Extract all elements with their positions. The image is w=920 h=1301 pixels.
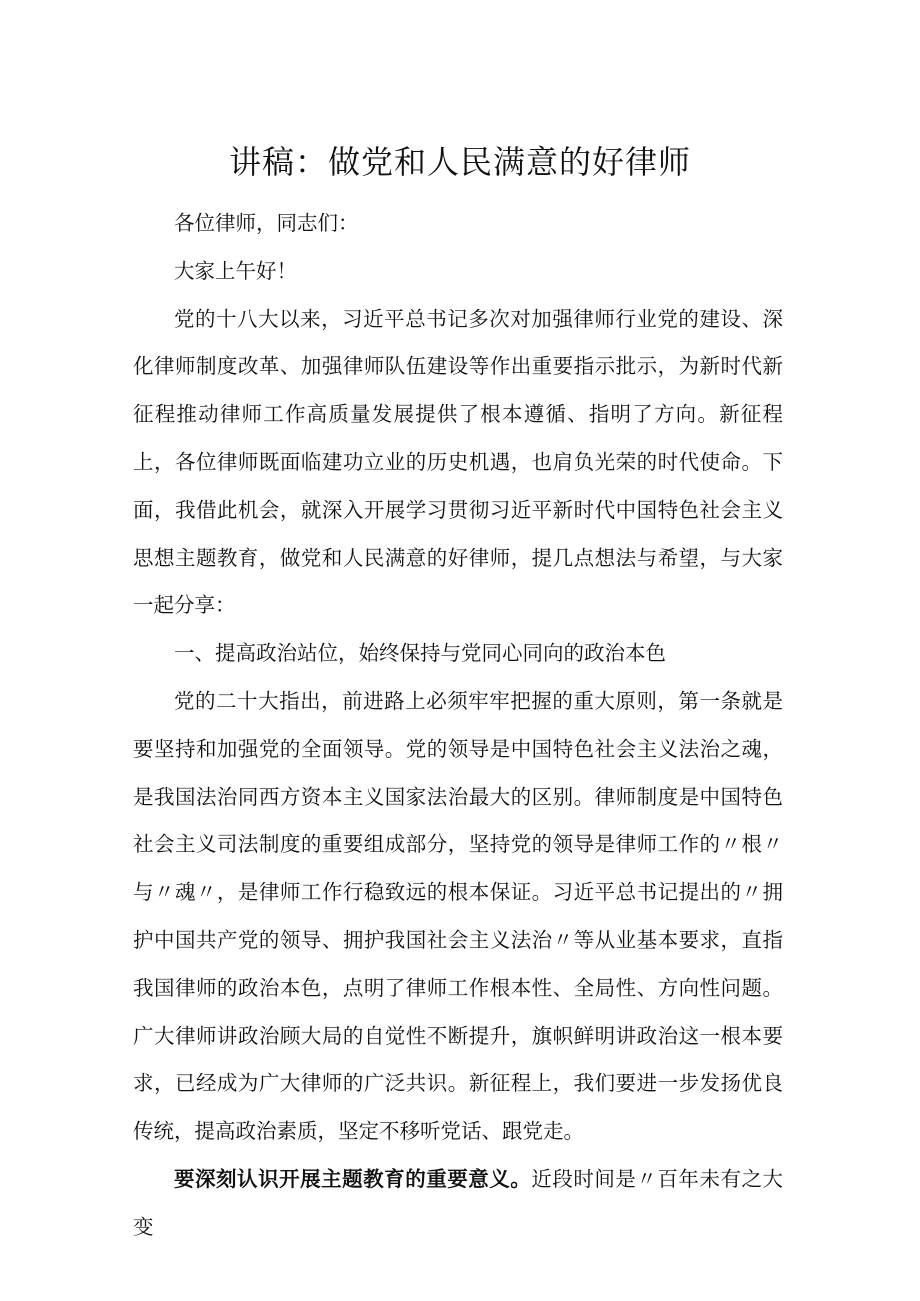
- section-heading-1: 一、提高政治站位，始终保持与党同心同向的政治本色: [174, 641, 666, 666]
- paragraph-intro: 党的十八大以来，习近平总书记多次对加强律师行业党的建设、深化律师制度改革、加强律师队伍建设等作出重要指示批示，为新时代新征程推动律师工作高质量发展提供了根本遵循、指明了方向。新征程上，各位律师既面临建功立业的历史机遇，也肩负光荣的时代使命。下面，我借此机会，就深入开展学习贯彻习近平新时代中国特色社会主义思想主题教育，做党和人民满意的好律师，提几点想法与希望，与大家一起分享：: [133, 306, 783, 618]
- document-body: [133, 200, 783, 1252]
- paragraph-party-leadership: 党的二十大指出，前进路上必须牢牢把握的重大原则，第一条就是要坚持和加强党的全面领导。党的领导是中国特色社会主义法治之魂，是我国法治同西方资本主义国家法治最大的区别。律师制度是中国特色社会主义司法制度的重要组成部分，坚持党的领导是律师工作的〃根〃与〃魂〃，是律师工作行稳致远的根本保证。习近平总书记提出的〃拥护中国共产党的领导、拥护我国社会主义法治〃等从业基本要求，直指我国律师的政治本色，点明了律师工作根本性、全局性、方向性问题。广大律师讲政治顾大局的自觉性不断提升，旗帜鲜明讲政治这一根本要求，已经成为广大律师的广泛共识。新征程上，我们要进一步发扬优良传统，提高政治素质，坚定不移听党话、跟党走。: [133, 688, 783, 1144]
- document-title: 讲稿：做党和人民满意的好律师: [228, 143, 691, 181]
- paragraph-theme-education: [133, 1156, 783, 1252]
- greeting: 大家上午好！: [174, 258, 297, 283]
- paragraph-continuation: 近段时间是〃百年未有之大变: [133, 1166, 784, 1239]
- paragraph-lead-bold: 要深刻认识开展主题教育的重要意义。: [174, 1166, 532, 1191]
- salutation: 各位律师，同志们：: [174, 211, 359, 235]
